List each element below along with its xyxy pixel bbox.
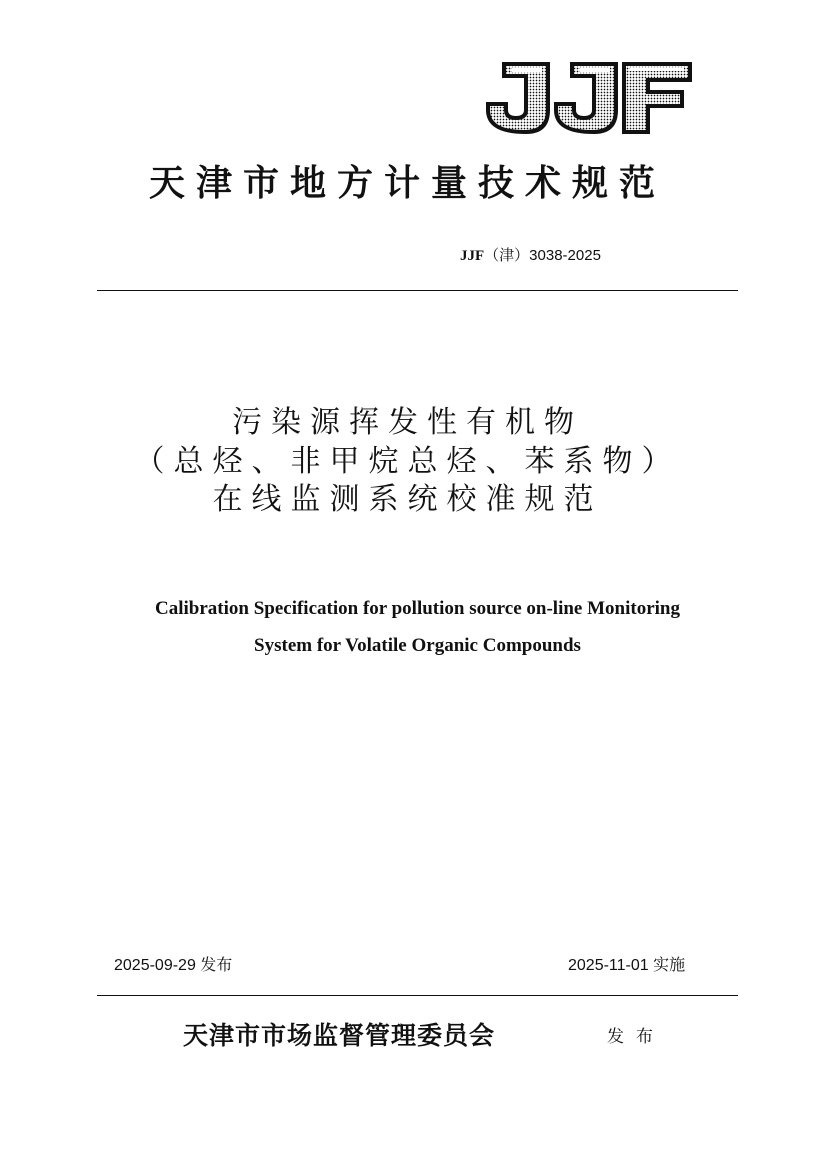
logo-letter-f <box>622 62 692 134</box>
issue-date: 2025-09-29 发布 <box>114 957 233 974</box>
title-cn-line-2: （总烃、非甲烷总烃、苯系物） <box>134 444 681 479</box>
implementation-date: 2025-11-01 实施 <box>568 957 686 974</box>
title-cn-line-3: 在线监测系统校准规范 <box>212 482 603 517</box>
title-en-line-2: System for Volatile Organic Compounds <box>254 635 581 656</box>
logo-letter-j-1 <box>486 62 550 134</box>
standard-number <box>460 244 700 268</box>
top-divider <box>97 290 738 291</box>
publisher-name: 天津市市场监督管理委员会 <box>183 1021 496 1050</box>
publish-label: 发布 <box>607 1027 665 1047</box>
logo-letter-j-2 <box>554 62 618 134</box>
jjf-logo <box>484 58 694 138</box>
jjf-logo-graphic <box>484 58 694 138</box>
standard-number-rest: （津）3038-2025 <box>484 247 601 264</box>
title-cn-line-1: 污染源挥发性有机物 <box>232 405 583 440</box>
document-category-title: 天津市地方计量技术规范 <box>148 162 666 204</box>
standard-number-prefix: JJF <box>460 248 485 264</box>
bottom-divider <box>97 995 738 996</box>
title-en-line-1: Calibration Specification for pollution source on-line Monitoring <box>155 598 680 619</box>
